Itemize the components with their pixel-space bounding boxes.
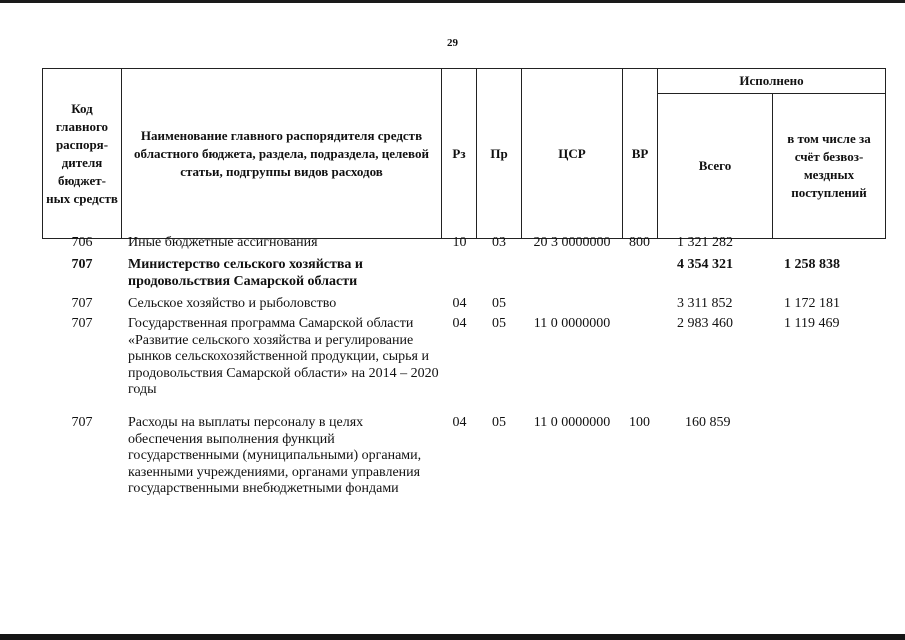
row-code: 707 — [71, 296, 93, 311]
row-csr: 20 3 0000000 — [533, 235, 611, 250]
row-code: 707 — [71, 316, 93, 331]
row-total: 1 321 282 — [677, 235, 733, 250]
row-total: 2 983 460 — [677, 316, 733, 331]
header-free: в том числе за счёт безвоз-мездных поступлений — [787, 131, 871, 200]
header-executed: Исполнено — [739, 73, 804, 88]
row-rz: 04 — [452, 296, 467, 311]
row-rz: 10 — [452, 235, 467, 250]
header-rz: Рз — [452, 145, 466, 161]
scan-edge-bottom — [0, 634, 905, 640]
row-csr: 11 0 0000000 — [533, 415, 611, 430]
row-pr: 03 — [492, 235, 506, 250]
row-name: Иные бюджетные ассигнования — [128, 235, 318, 250]
header-pr: Пр — [490, 145, 508, 161]
row-pr: 05 — [492, 415, 506, 430]
row-vr: 100 — [629, 415, 650, 430]
row-total: 160 859 — [685, 415, 731, 430]
row-free: 1 119 469 — [784, 316, 840, 331]
header-csr: ЦСР — [558, 145, 586, 161]
header-divider — [121, 68, 122, 239]
page-number: 29 — [447, 37, 458, 49]
row-total: 3 311 852 — [677, 296, 733, 311]
row-csr: 11 0 0000000 — [533, 316, 611, 331]
header-total: Всего — [698, 158, 732, 173]
row-name: Министерство сельского хозяйства и продовольствия Самарской области — [128, 257, 363, 289]
row-total: 4 354 321 — [677, 257, 733, 272]
row-name: Сельское хозяйство и рыболовство — [128, 296, 337, 311]
row-free: 1 172 181 — [784, 296, 840, 311]
row-pr: 05 — [492, 296, 506, 311]
row-free: 1 258 838 — [784, 257, 840, 272]
header-code: Код главного распоря-дителя бюджет-ных средств — [46, 100, 118, 206]
row-name: Расходы на выплаты персоналу в целях обеспечения выполнения функций государственными (муниципальными) органами, казенными учреждениями, органами управления государственными внебюджетными фондами — [128, 415, 422, 496]
row-pr: 05 — [492, 316, 506, 331]
row-vr: 800 — [629, 235, 650, 250]
row-name: Государственная программа Самарской области «Развитие сельского хозяйства и регулирование рынков сельскохозяйственной продукции, сырья и продовольствия Самарской области» на 2014 – 2020 годы — [128, 316, 439, 397]
row-code: 707 — [71, 415, 93, 430]
header-vr: ВР — [631, 145, 649, 161]
scan-edge-top — [0, 0, 905, 3]
row-rz: 04 — [452, 415, 467, 430]
row-code: 707 — [71, 257, 93, 272]
header-name: Наименование главного распорядителя средств областного бюджета, раздела, подраздела, целевой статьи, подгруппы видов расходов — [134, 127, 429, 179]
row-code: 706 — [71, 235, 93, 250]
row-rz: 04 — [452, 316, 467, 331]
